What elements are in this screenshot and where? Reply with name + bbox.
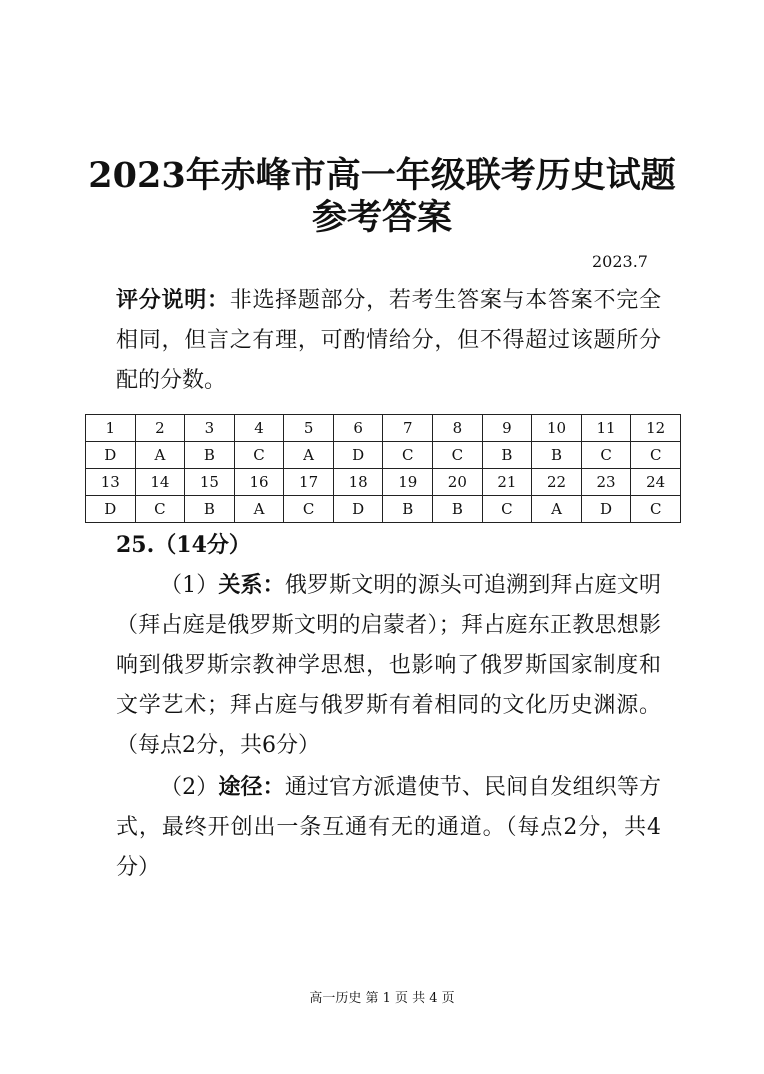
answer-table-cell: C: [135, 496, 185, 523]
answer-table-cell: D: [333, 442, 383, 469]
answer-table-cell: 18: [333, 469, 383, 496]
answer-table-cell: 23: [581, 469, 631, 496]
answer-table-cell: 2: [135, 415, 185, 442]
answer-table-cell: 16: [234, 469, 284, 496]
part-1-number: （1）: [160, 573, 219, 598]
answer-table-cell: 14: [135, 469, 185, 496]
part-2-text: 通过官方派遣使节、民间自发组织等方式，最终开创出一条互通有无的通道。（每点2分，共4分）: [116, 775, 661, 880]
page-footer: 高一历史 第 1 页 共 4 页: [309, 991, 455, 1006]
answer-table-cell: 21: [482, 469, 532, 496]
answer-table-cell: 4: [234, 415, 284, 442]
question-25-part-1: [116, 565, 661, 766]
answer-table-cell: B: [383, 496, 433, 523]
answer-table-cell: B: [532, 442, 582, 469]
answer-table-cell: 5: [284, 415, 334, 442]
answer-table-row: [86, 415, 681, 442]
answer-table-cell: C: [631, 442, 681, 469]
answer-table-cell: 8: [433, 415, 483, 442]
answer-table-cell: 10: [532, 415, 582, 442]
answer-table: [85, 414, 681, 523]
answer-table-cell: 22: [532, 469, 582, 496]
answer-table-cell: A: [135, 442, 185, 469]
answer-table-cell: B: [482, 442, 532, 469]
answer-table-cell: 3: [185, 415, 235, 442]
part-2-label: 途径：: [218, 774, 285, 800]
answer-table-cell: B: [433, 496, 483, 523]
answer-table-cell: C: [631, 496, 681, 523]
answer-table-cell: 6: [333, 415, 383, 442]
answer-table-cell: C: [433, 442, 483, 469]
answer-table-cell: D: [86, 442, 136, 469]
document-date: 2023.7: [592, 252, 648, 271]
answer-table-cell: C: [234, 442, 284, 469]
part-1-text: 俄罗斯文明的源头可追溯到拜占庭文明（拜占庭是俄罗斯文明的启蒙者）；拜占庭东正教思想影响到俄罗斯宗教神学思想，也影响了俄罗斯国家制度和文学艺术；拜占庭与俄罗斯有着相同的文化历史渊源。（每点2分，共6分）: [116, 573, 661, 758]
answer-table-cell: A: [234, 496, 284, 523]
document-subtitle: 参考答案: [311, 197, 452, 238]
answer-table-cell: D: [86, 496, 136, 523]
answer-table-cell: 11: [581, 415, 631, 442]
answer-table-cell: B: [185, 496, 235, 523]
answer-table-cell: C: [482, 496, 532, 523]
answer-table-cell: A: [532, 496, 582, 523]
answer-table-cell: A: [284, 442, 334, 469]
answer-table-row: [86, 442, 681, 469]
answer-table-row: [86, 496, 681, 523]
part-1-label: 关系：: [218, 572, 285, 598]
answer-table-cell: 15: [185, 469, 235, 496]
answer-table-cell: D: [581, 496, 631, 523]
part-2-number: （2）: [160, 775, 219, 800]
answer-table-cell: C: [581, 442, 631, 469]
answer-table-cell: 17: [284, 469, 334, 496]
answer-table-cell: 24: [631, 469, 681, 496]
scoring-note-label: 评分说明：: [116, 287, 230, 313]
answer-table-cell: C: [383, 442, 433, 469]
scoring-note: [116, 280, 661, 401]
answer-table-cell: 9: [482, 415, 532, 442]
answer-table-cell: B: [185, 442, 235, 469]
question-25-part-2: [116, 767, 661, 888]
question-25-heading: 25.（14分）: [116, 532, 251, 558]
answer-table-cell: 7: [383, 415, 433, 442]
answer-table-cell: 1: [86, 415, 136, 442]
answer-table-cell: 19: [383, 469, 433, 496]
answer-table-cell: D: [333, 496, 383, 523]
answer-table-row: [86, 469, 681, 496]
answer-table-cell: 12: [631, 415, 681, 442]
document-title: 2023年赤峰市高一年级联考历史试题: [88, 155, 676, 196]
answer-table-cell: C: [284, 496, 334, 523]
answer-table-cell: 13: [86, 469, 136, 496]
scoring-note-text: 非选择题部分，若考生答案与本答案不完全相同，但言之有理，可酌情给分，但不得超过该题所分配的分数。: [116, 288, 661, 393]
answer-table-cell: 20: [433, 469, 483, 496]
